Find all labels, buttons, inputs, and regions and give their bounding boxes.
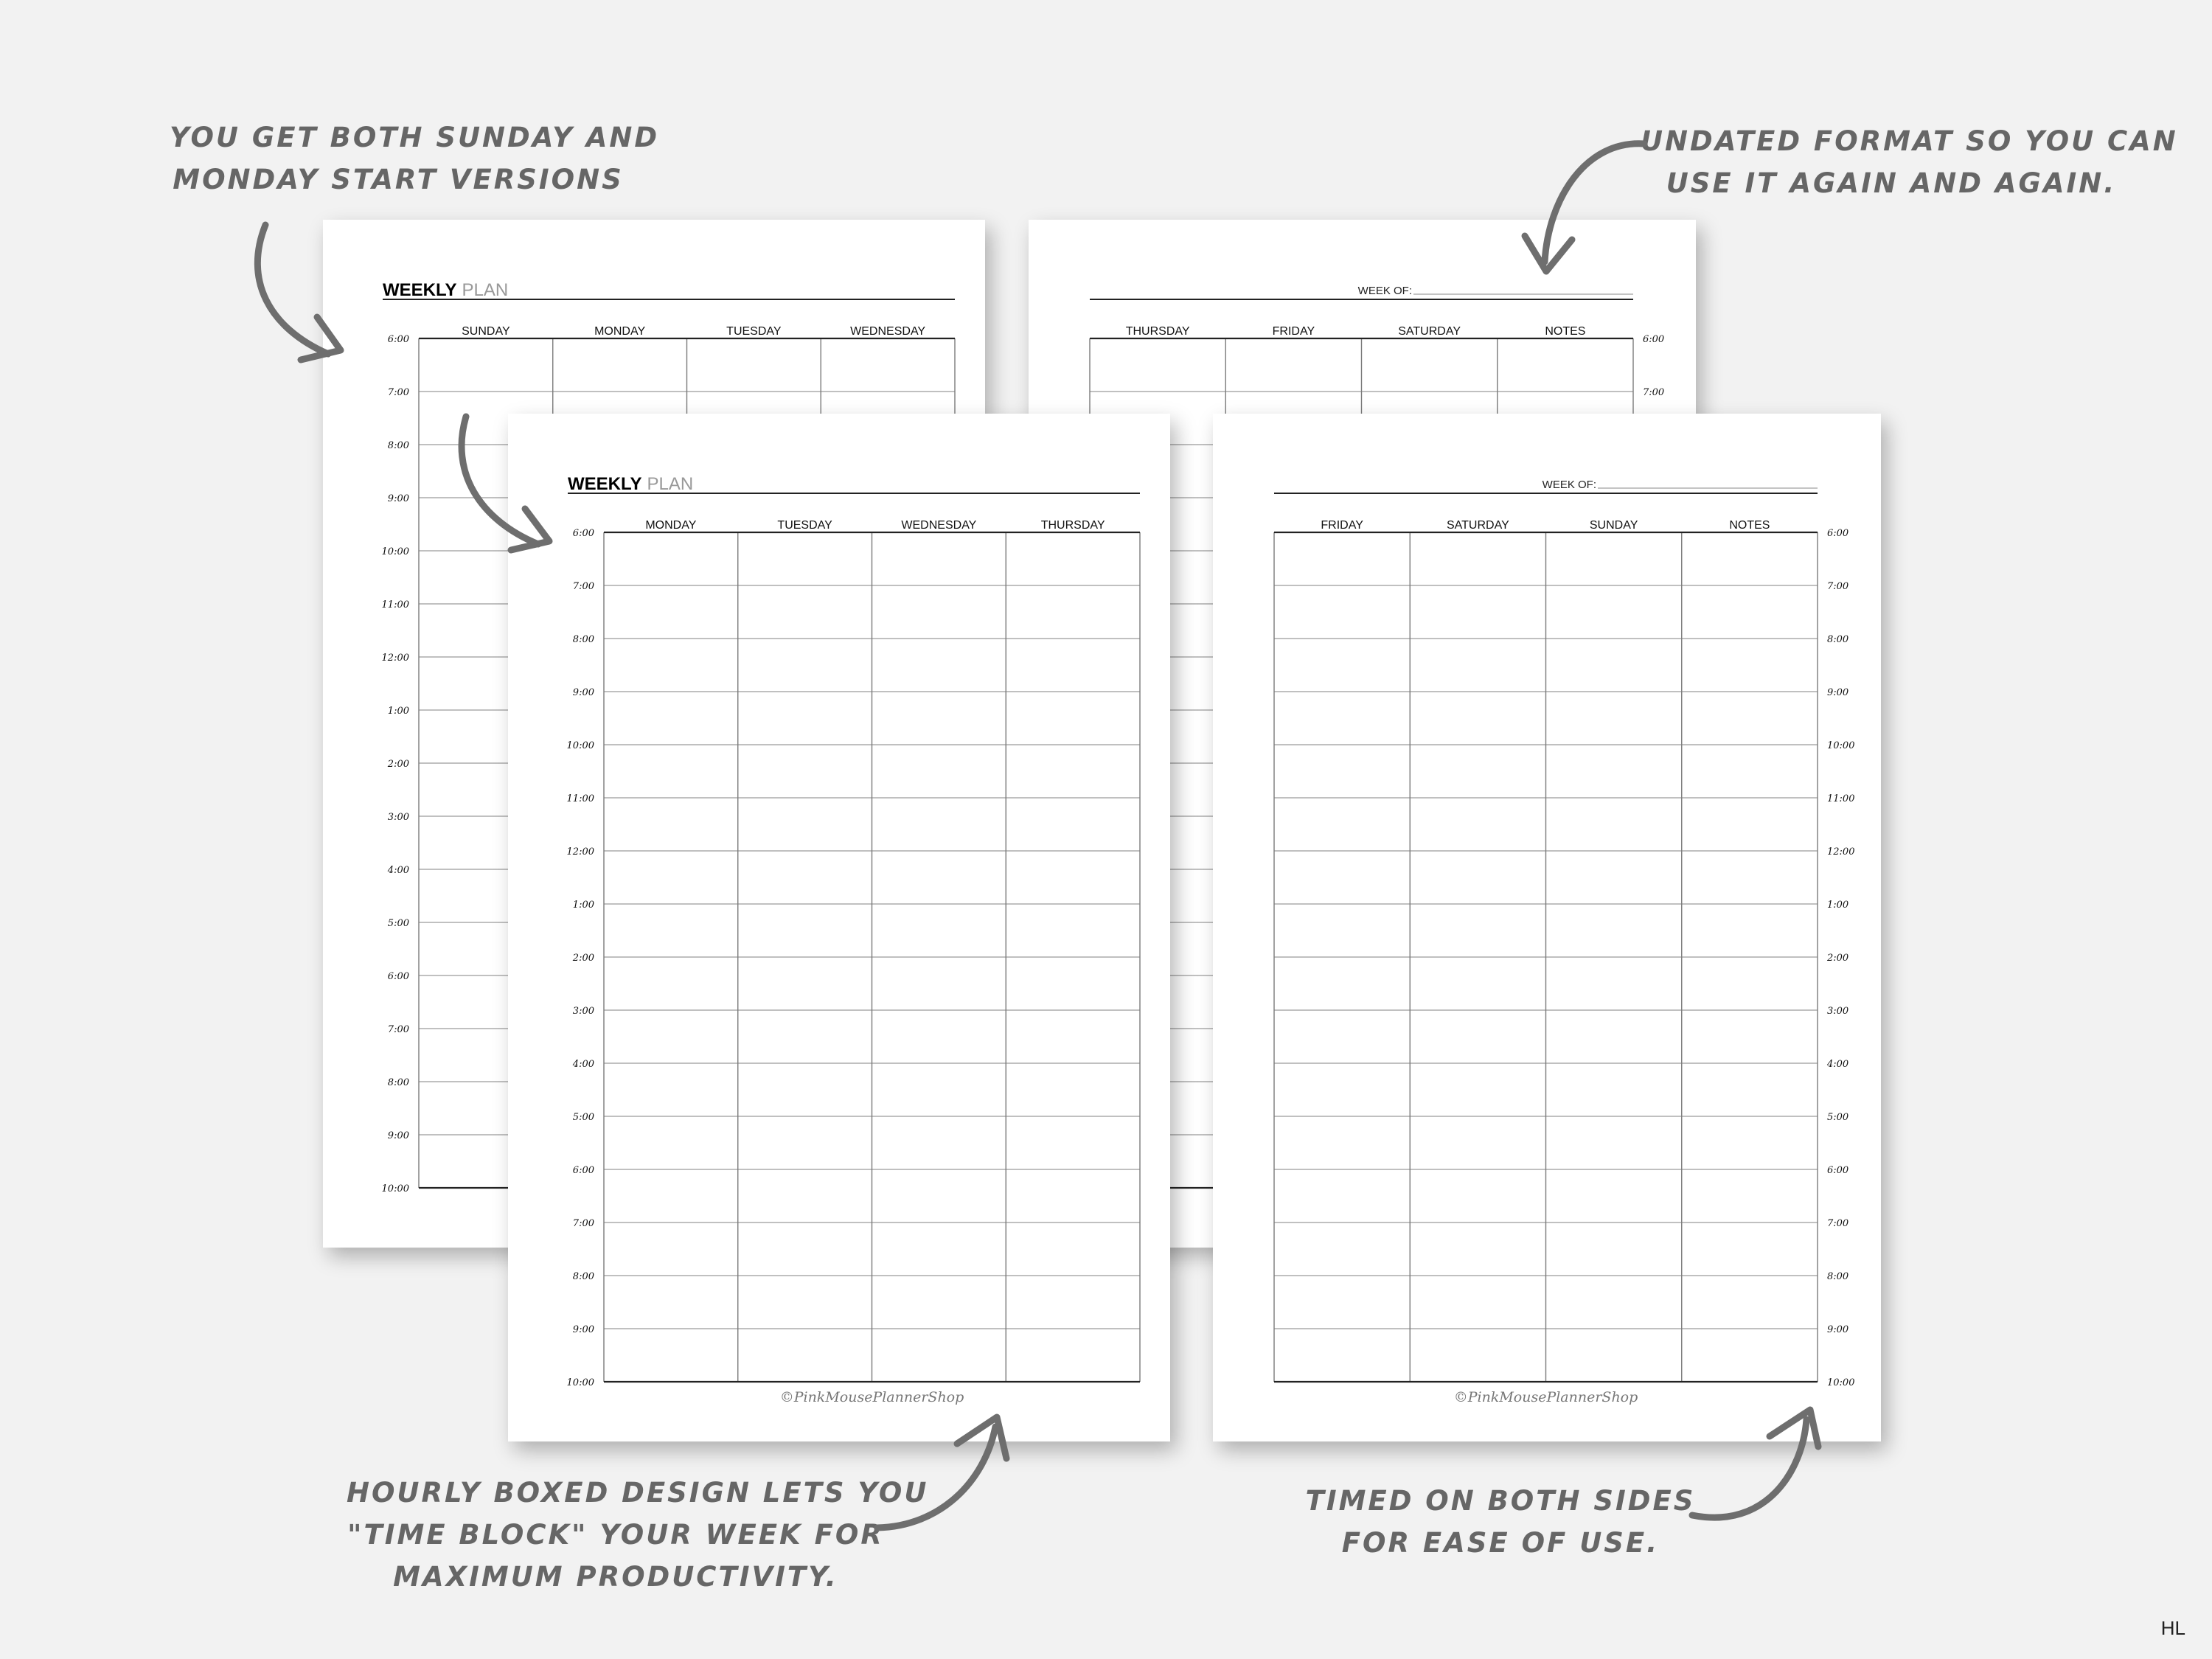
hour-label: 4:00 bbox=[387, 865, 409, 876]
hour-label: 10:00 bbox=[566, 1377, 594, 1388]
hour-label: 2:00 bbox=[1827, 953, 1849, 964]
hour-label: 6:00 bbox=[387, 971, 409, 982]
hour-label: 8:00 bbox=[1827, 1271, 1849, 1282]
day-header: WEDNESDAY bbox=[850, 325, 926, 338]
hour-label: 4:00 bbox=[572, 1059, 594, 1070]
planner-sheet bbox=[508, 414, 1170, 1441]
hour-label: 12:00 bbox=[566, 846, 594, 858]
day-header: TUESDAY bbox=[777, 519, 832, 532]
hour-label: 7:00 bbox=[1827, 1218, 1849, 1229]
day-header: FRIDAY bbox=[1272, 325, 1315, 338]
day-header: SUNDAY bbox=[462, 325, 510, 338]
hour-label: 1:00 bbox=[1827, 900, 1849, 911]
hour-label: 7:00 bbox=[1643, 387, 1665, 398]
planner-page-monday-start-left bbox=[508, 414, 1170, 1441]
hour-label: 2:00 bbox=[387, 759, 409, 770]
hour-label: 9:00 bbox=[387, 493, 409, 504]
hour-label: 11:00 bbox=[566, 793, 594, 804]
hour-label: 12:00 bbox=[1827, 846, 1855, 858]
hour-label: 10:00 bbox=[1827, 1377, 1855, 1388]
day-header: FRIDAY bbox=[1321, 519, 1363, 532]
page-title-bold: WEEKLY bbox=[383, 280, 457, 300]
hour-label: 8:00 bbox=[572, 634, 594, 645]
hour-label: 6:00 bbox=[387, 334, 409, 345]
planner-sheet bbox=[1213, 414, 1881, 1441]
callout-top-left: YOU GET BOTH SUNDAY AND MONDAY START VERSIONS bbox=[170, 122, 660, 195]
hour-label: 6:00 bbox=[1643, 334, 1665, 345]
hour-label: 10:00 bbox=[566, 740, 594, 751]
hour-label: 9:00 bbox=[572, 1324, 594, 1335]
hour-label: 8:00 bbox=[572, 1271, 594, 1282]
week-of-label: WEEK OF: bbox=[1542, 479, 1596, 491]
hour-label: 10:00 bbox=[381, 1183, 409, 1194]
callout-bottom-right: TIMED ON BOTH SIDES FOR EASE OF USE. bbox=[1305, 1485, 1696, 1559]
day-header: SUNDAY bbox=[1589, 519, 1638, 532]
page-title-bold: WEEKLY bbox=[568, 474, 642, 494]
hour-label: 6:00 bbox=[1827, 528, 1849, 539]
hour-label: 6:00 bbox=[572, 1165, 594, 1176]
hour-label: 7:00 bbox=[572, 1218, 594, 1229]
hour-label: 5:00 bbox=[572, 1112, 594, 1123]
day-header: MONDAY bbox=[645, 519, 697, 532]
page-title bbox=[383, 280, 508, 300]
day-header: NOTES bbox=[1729, 519, 1770, 532]
hour-label: 11:00 bbox=[1827, 793, 1855, 804]
hour-label: 7:00 bbox=[1827, 581, 1849, 592]
hour-label: 5:00 bbox=[387, 918, 409, 929]
hour-label: 3:00 bbox=[1827, 1006, 1849, 1017]
hour-label: 11:00 bbox=[381, 599, 409, 611]
copyright-text: ©PinkMousePlannerShop bbox=[779, 1389, 964, 1405]
hour-label: 7:00 bbox=[572, 581, 594, 592]
hour-label: 8:00 bbox=[387, 1077, 409, 1088]
day-header: THURSDAY bbox=[1040, 519, 1105, 532]
callout-top-right: UNDATED FORMAT SO YOU CAN USE IT AGAIN AND AGAIN. bbox=[1641, 125, 2178, 199]
corner-mark: HL bbox=[2160, 1617, 2185, 1639]
day-header: WEDNESDAY bbox=[901, 519, 977, 532]
hour-label: 6:00 bbox=[1827, 1165, 1849, 1176]
page-title-light: PLAN bbox=[647, 474, 694, 494]
hour-label: 9:00 bbox=[387, 1130, 409, 1141]
hour-label: 4:00 bbox=[1827, 1059, 1849, 1070]
hour-label: 8:00 bbox=[387, 440, 409, 451]
planner-page-monday-start-right bbox=[1213, 414, 1881, 1441]
day-header: SATURDAY bbox=[1447, 519, 1509, 532]
day-header: THURSDAY bbox=[1125, 325, 1190, 338]
hour-label: 9:00 bbox=[1827, 1324, 1849, 1335]
hour-label: 2:00 bbox=[572, 953, 594, 964]
hour-label: 7:00 bbox=[387, 387, 409, 398]
arrow-top-left-icon bbox=[257, 225, 328, 354]
hour-label: 6:00 bbox=[572, 528, 594, 539]
copyright-text: ©PinkMousePlannerShop bbox=[1453, 1389, 1638, 1405]
hour-label: 1:00 bbox=[387, 706, 409, 717]
hour-label: 9:00 bbox=[572, 687, 594, 698]
hour-label: 1:00 bbox=[572, 900, 594, 911]
page-title-light: PLAN bbox=[462, 280, 509, 300]
hour-label: 3:00 bbox=[572, 1006, 594, 1017]
hour-label: 5:00 bbox=[1827, 1112, 1849, 1123]
hour-label: 12:00 bbox=[381, 653, 409, 664]
day-header: TUESDAY bbox=[726, 325, 782, 338]
page-title bbox=[568, 474, 693, 494]
hour-label: 10:00 bbox=[1827, 740, 1855, 751]
hour-label: 7:00 bbox=[387, 1024, 409, 1035]
hour-label: 9:00 bbox=[1827, 687, 1849, 698]
week-of-label: WEEK OF: bbox=[1357, 285, 1412, 297]
day-header: SATURDAY bbox=[1398, 325, 1461, 338]
hour-label: 3:00 bbox=[387, 812, 409, 823]
hour-label: 10:00 bbox=[381, 546, 409, 557]
day-header: NOTES bbox=[1545, 325, 1586, 338]
day-header: MONDAY bbox=[594, 325, 646, 338]
hour-label: 8:00 bbox=[1827, 634, 1849, 645]
callout-bottom-left: HOURLY BOXED DESIGN LETS YOU "TIME BLOCK" YOUR WEEK FOR MAXIMUM PRODUCTIVITY. bbox=[347, 1477, 929, 1593]
